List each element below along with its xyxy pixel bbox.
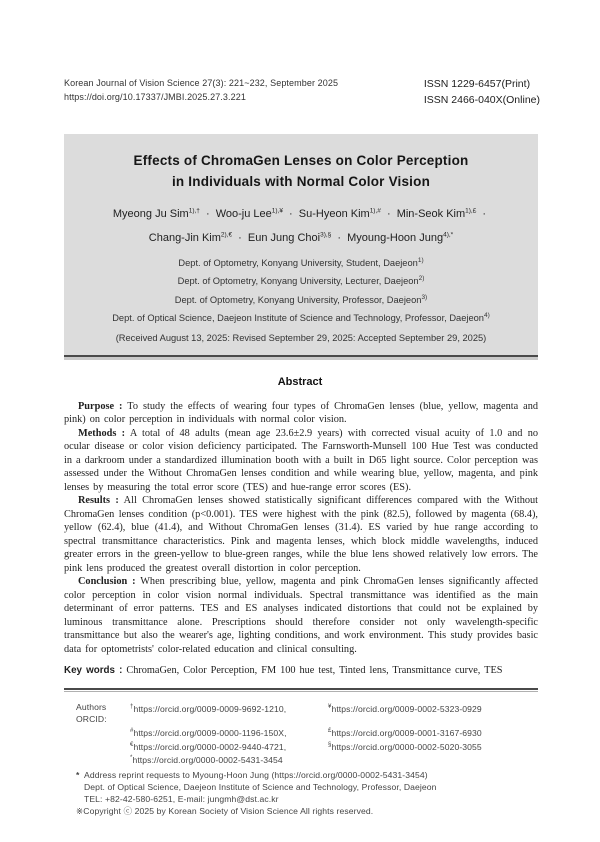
affiliations: [72, 253, 530, 325]
author-name: Chang-Jin Kim$^{2),€}$: [148, 231, 233, 245]
footnote-divider: [64, 688, 538, 692]
issn-block: [424, 76, 540, 108]
author-name: Myeong Ju Sim$^{1),\dagger}$: [112, 207, 200, 220]
keywords-line: Key words : ChromaGen, Color Perception, FM 100 hue test, Tinted lens, Transmittance curve, TES: [64, 665, 503, 677]
author-separator: ·: [238, 232, 242, 245]
issn-online: ISSN 2466-040X(Online): [423, 94, 540, 106]
orcid-row: [76, 725, 542, 739]
authors-line-1: [72, 200, 530, 225]
publication-header: [64, 76, 540, 108]
title-block: [64, 134, 538, 357]
affiliation: Dept. of Optometry, Konyang University, Student, Daejeon$^{1)}$: [178, 257, 424, 269]
orcid-entry: †https://orcid.org/0009-0009-9692-1210,: [130, 703, 287, 714]
issn-print: ISSN 1229-6457(Print): [423, 78, 531, 90]
author-separator: ·: [337, 232, 342, 245]
author-separator: ·: [482, 207, 487, 220]
reprint-contact-line: TEL: +82-42-580-6251, E-mail: jungmh@dst.ac.kr: [84, 794, 279, 805]
orcid-label: Authors ORCID:: [76, 701, 107, 724]
author-name: Min-Seok Kim$^{1),£}$: [396, 207, 477, 220]
abstract-conclusion: Conclusion : When prescribing blue, yellow, magenta and pink ChromaGen lenses significantly affected color perception in color vision normal individuals. Spectral transmittance was identified as the main determinant of error patterns. TES and ES analyses indicated distortions that could not be explained by luminous transmittance alone. Prescriptions should therefore consider not only wavelength-specific transmittance but also the wearer's age, lighting conditions, and work environment. This study provides basic data for optometrists' color-related education and clinical consulting.: [64, 576, 538, 655]
author-name: Myoung-Hoon Jung$^{4),*}$: [347, 231, 454, 245]
paper-title: [72, 150, 530, 192]
asterisk-marker: *: [76, 770, 80, 781]
orcid-entry: §https://orcid.org/0000-0002-5020-3055: [328, 741, 482, 752]
orcid-indent: [76, 725, 130, 739]
author-separator: ·: [205, 207, 210, 220]
abstract-results: Results : All ChromaGen lenses showed statistically significant differences compared with the Without ChromaGen lenses condition (p<0.001). TES were highest with the pink (82.5), followed by magenta (68.4), yellow (62.4), blue (41.4), and Without ChromaGen lenses (31.4). ES varied by hue range according to spectral transmittance characteristics. Pink and magenta lenses, which block middle wavelengths, induced greater errors in the green-yellow to blue-green ranges, while the blue lens showed relatively low errors. The pink lens produced the greatest overall distortion in color perception.: [64, 495, 539, 574]
authors-line-2: [72, 225, 530, 250]
paper-title-line1: Effects of ChromaGen Lenses on Color Perception: [133, 153, 469, 168]
orcid-row: [76, 701, 542, 725]
paper-title-line2: in Individuals with Normal Color Vision: [171, 174, 431, 189]
copyright-line: ※Copyright ⓒ 2025 by Korean Society of Vision Science All rights reserved.: [76, 806, 374, 817]
abstract-methods: Methods : A total of 48 adults (mean age 23.6±2.9 years) with corrected visual acuity of 1.0 and no ocular disease or color vision deficiency participated. The Farnsworth-Munsell 100 Hue Test was conducted in a darkroom under a standardized illumination booth with a built in D65 light source. Color perception was assessed under the Without ChromaGen lenses condition and while wearing blue, yellow, magenta, and pink lenses by measuring the total error score (TES) and hue-range error scores (ES).: [64, 427, 538, 493]
journal-citation-block: [64, 76, 338, 104]
orcid-entry: #https://orcid.org/0009-0000-1196-150X,: [130, 727, 287, 738]
author-name: Su-Hyeon Kim$^{1),\#}$: [298, 207, 381, 220]
orcid-entry: ¥https://orcid.org/0009-0002-5323-0929: [328, 703, 482, 714]
orcid-entry: £https://orcid.org/0009-0001-3167-6930: [328, 727, 482, 738]
abstract-heading: Abstract: [277, 375, 323, 388]
author-separator: ·: [386, 207, 391, 220]
abstract-body: [64, 400, 538, 678]
author-separator: ·: [289, 207, 293, 220]
journal-citation: Korean Journal of Vision Science 27(3): 221~232, September 2025: [64, 78, 339, 88]
orcid-entry: *https://orcid.org/0000-0002-5431-3454: [130, 755, 283, 766]
affiliation: Dept. of Optometry, Konyang University, Professor, Daejeon$^{3)}$: [174, 293, 428, 305]
orcid-indent: [76, 739, 130, 753]
abstract-purpose: Purpose : To study the effects of wearing four types of ChromaGen lenses (blue, yellow, magenta and pink) on color perception in individuals with normal color vision.: [64, 400, 538, 426]
orcid-row: [76, 752, 542, 766]
orcid-entry: €https://orcid.org/0000-0002-9440-4721,: [130, 741, 287, 752]
reprint-request-line: * Address reprint requests to Myoung-Hoon Jung (https://orcid.org/0000-0002-5431-3454): [76, 770, 428, 781]
author-name: Woo-ju Lee$^{1),¥}$: [215, 207, 283, 220]
received-dates: (Received August 13, 2025: Revised September 29, 2025: Accepted September 29, 2025): [115, 332, 487, 343]
affiliation: Dept. of Optometry, Konyang University, Lecturer, Daejeon$^{2)}$: [177, 275, 425, 287]
orcid-row: [76, 739, 542, 753]
reprint-dept-line: Dept. of Optical Science, Daejeon Institute of Science and Technology, Professor, Daejeon: [84, 782, 437, 793]
author-name: Eun Jung Choi$^{3),\S}$: [247, 231, 332, 245]
doi-link: https://doi.org/10.17337/JMBI.2025.27.3.221: [64, 92, 246, 102]
orcid-indent: [76, 752, 130, 766]
footnotes: [76, 701, 542, 818]
affiliation: Dept. of Optical Science, Daejeon Institute of Science and Technology, Professor, Daejeon$^{4)}$: [112, 311, 490, 323]
